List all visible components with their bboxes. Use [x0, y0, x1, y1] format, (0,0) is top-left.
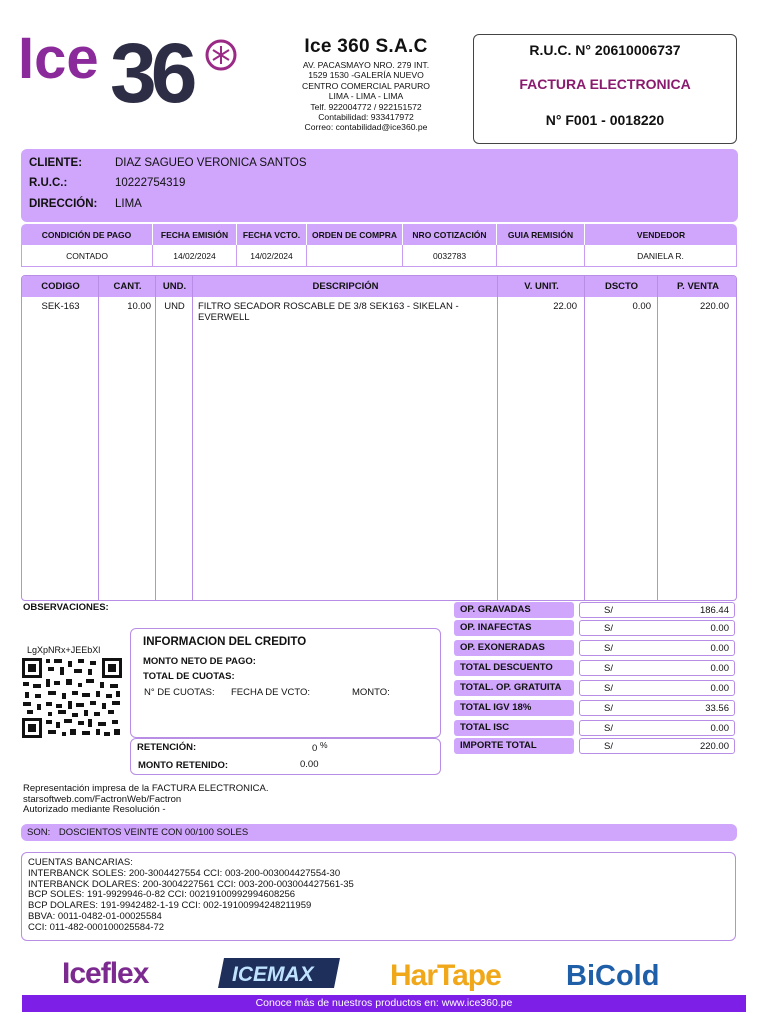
- header-due-date: FECHA VCTO.: [237, 224, 307, 245]
- issue-date: 14/02/2024: [153, 245, 237, 267]
- amount-in-words: [21, 824, 737, 841]
- column-divider: [585, 276, 658, 601]
- item-unit-value: 22.00: [553, 301, 577, 312]
- total-label: TOTAL IGV 18%: [454, 700, 574, 716]
- total-installments-label: TOTAL DE CUOTAS:: [143, 671, 235, 682]
- currency: S/: [604, 703, 613, 714]
- company-accounting-phone: Contabilidad: 933417972: [318, 112, 414, 123]
- installment-due-date-label: FECHA DE VCTO:: [231, 687, 311, 698]
- items-table: [21, 275, 737, 601]
- company-address-line: CENTRO COMERCIAL PARURO: [302, 80, 430, 91]
- header-unit-value: V. UNIT.: [524, 281, 559, 292]
- total-label: TOTAL. OP. GRATUITA: [454, 680, 574, 696]
- bank-account-line: CCI: 011-482-000100025584-72: [28, 921, 165, 933]
- hartape-logo-text: HarTape: [390, 959, 501, 991]
- total-label: OP. EXONERADAS: [454, 640, 574, 656]
- representation-note: [23, 784, 269, 816]
- icemax-logo-text: ICEMAX: [232, 963, 314, 986]
- amount-in-words-label: SON:: [27, 827, 51, 838]
- client-address-label: DIRECCIÓN:: [29, 198, 98, 210]
- item-quantity: 10.00: [127, 301, 151, 312]
- seller: DANIELA R.: [585, 245, 737, 267]
- column-divider: [156, 276, 193, 601]
- currency: S/: [604, 605, 613, 616]
- representation-line: Representación impresa de la FACTURA ELECTRONICA.: [23, 783, 269, 794]
- company-name: Ice 360 S.A.C: [304, 36, 428, 57]
- total-label: TOTAL ISC: [454, 720, 574, 736]
- document-number: N° F001 - 0018220: [545, 112, 665, 128]
- header-issue-date: FECHA EMISIÓN: [153, 224, 237, 245]
- client-row: [29, 157, 307, 169]
- footer-bar: [22, 995, 746, 1012]
- retained-amount-label: MONTO RETENIDO:: [138, 760, 229, 771]
- observations-label: OBSERVACIONES:: [23, 602, 109, 613]
- conditions-value-row: [21, 245, 737, 267]
- total-value: [579, 680, 735, 696]
- company-phone: Telf. 922004772 / 922151572: [310, 101, 422, 112]
- item-sale-price: 220.00: [699, 301, 729, 312]
- credit-info-box: [130, 628, 441, 738]
- client-block: [21, 149, 738, 222]
- client-ruc-label: R.U.C.:: [29, 177, 68, 189]
- header-payment-condition: CONDICIÓN DE PAGO: [21, 224, 153, 245]
- svg-text:Ice: Ice: [18, 26, 99, 91]
- bank-account-line: BCP SOLES: 191-9929946-0-82 CCI: 00219100992994608256: [28, 889, 296, 901]
- purchase-order: [307, 245, 403, 267]
- amount-in-words-text: DOSCIENTOS VEINTE CON 00/100 SOLES: [58, 827, 249, 838]
- column-divider: [22, 276, 99, 601]
- document-type: FACTURA ELECTRONICA: [519, 76, 691, 92]
- qr-code: [21, 657, 123, 739]
- header-quote-number: NRO COTIZACIÓN: [403, 224, 497, 245]
- conditions-header-row: [21, 224, 737, 245]
- quote-number: 0032783: [403, 245, 497, 267]
- due-date: 14/02/2024: [237, 245, 307, 267]
- footer-text: Conoce más de nuestros productos en: www.ice360.pe: [255, 997, 513, 1009]
- total-value: [579, 620, 735, 636]
- header-code: CODIGO: [41, 281, 80, 292]
- representation-url: starsoftweb.com/FactronWeb/Factron: [23, 793, 182, 805]
- item-description: FILTRO SECADOR ROSCABLE DE 3/8 SEK163 - SIKELAN - EVERWELL: [198, 301, 459, 323]
- grand-total-label: IMPORTE TOTAL: [454, 738, 574, 754]
- conditions-table: [21, 224, 737, 267]
- hartape-logo: [388, 955, 524, 991]
- total-value: [579, 700, 735, 716]
- company-address-line: LIMA - LIMA - LIMA: [328, 91, 404, 102]
- representation-line: Autorizado mediante Resolución -: [23, 804, 166, 815]
- retention-box: [130, 738, 441, 775]
- column-divider: [498, 276, 585, 601]
- installment-amount-label: MONTO:: [352, 687, 390, 698]
- net-payment-label: MONTO NETO DE PAGO:: [143, 656, 256, 667]
- item-discount: 0.00: [632, 301, 651, 312]
- retention-value: 0: [312, 743, 318, 754]
- total-label: OP. INAFECTAS: [454, 620, 574, 636]
- total-label: OP. GRAVADAS: [454, 602, 574, 618]
- amount: 0.00: [710, 643, 729, 654]
- retention-unit: %: [320, 740, 328, 750]
- column-divider: [193, 276, 498, 601]
- header-purchase-order: ORDEN DE COMPRA: [307, 224, 403, 245]
- client-address: LIMA: [115, 198, 142, 210]
- currency: S/: [604, 663, 613, 674]
- header-description: DESCRIPCIÓN: [312, 281, 379, 292]
- currency: S/: [604, 623, 613, 634]
- bank-accounts-title: CUENTAS BANCARIAS:: [28, 857, 133, 868]
- document-id-box: [473, 34, 737, 144]
- bicold-logo: [564, 955, 676, 991]
- amount: 0.00: [710, 623, 729, 634]
- header-seller: VENDEDOR: [585, 224, 737, 245]
- currency: S/: [604, 741, 613, 752]
- amount: 220.00: [699, 741, 729, 752]
- retained-amount-value: 0.00: [300, 759, 319, 770]
- amount: 0.00: [710, 683, 729, 694]
- client-address-row: [29, 198, 142, 210]
- amount: 0.00: [710, 663, 729, 674]
- svg-text:36: 36: [110, 26, 192, 110]
- credit-title: INFORMACION DEL CREDITO: [143, 636, 307, 648]
- bank-account-line: BCP DOLARES: 191-9942482-1-19 CCI: 002-19100994248211959: [28, 900, 312, 912]
- amount: 186.44: [699, 605, 729, 616]
- currency: S/: [604, 643, 613, 654]
- header-unit: UND.: [162, 281, 187, 292]
- iceflex-logo: [60, 953, 178, 991]
- header-quantity: CANT.: [113, 281, 142, 292]
- item-code: SEK-163: [41, 301, 80, 312]
- header-dispatch-guide: GUIA REMISIÓN: [497, 224, 585, 245]
- company-email: Correo: contabilidad@ice360.pe: [304, 122, 428, 133]
- company-address-line: AV. PACASMAYO NRO. 279 INT.: [302, 60, 430, 70]
- icemax-logo: [218, 956, 344, 990]
- header-sale-price: P. VENTA: [677, 281, 719, 292]
- currency: S/: [604, 723, 613, 734]
- iceflex-logo-text: Iceflex: [62, 957, 149, 990]
- total-value: [579, 602, 735, 618]
- company-info: [270, 36, 462, 133]
- total-value: [579, 720, 735, 736]
- bank-accounts: [21, 852, 736, 941]
- bank-account-line: INTERBANCK DOLARES: 200-3004227561 CCI: 003-200-003004427561-35: [28, 878, 354, 890]
- header-discount: DSCTO: [604, 281, 639, 292]
- bank-account-line: INTERBANCK SOLES: 200-3004427554 CCI: 003-200-003004427554-30: [28, 867, 341, 879]
- client-ruc: 10222754319: [115, 177, 186, 189]
- column-divider: [99, 276, 156, 601]
- ice360-logo: [18, 26, 240, 110]
- qr-hash: LgXpNRx+JEEbXl: [27, 645, 101, 655]
- payment-condition: CONTADO: [21, 245, 153, 267]
- client-name: DIAZ SAGUEO VERONICA SANTOS: [115, 157, 307, 169]
- total-value: [579, 640, 735, 656]
- ruc-number: R.U.C. N° 20610006737: [529, 42, 681, 58]
- bank-account-line: BBVA: 0011-0482-01-00025584: [28, 910, 162, 922]
- grand-total-value: [579, 738, 735, 754]
- retention-label: RETENCIÓN:: [137, 742, 197, 753]
- client-label: CLIENTE:: [29, 157, 83, 169]
- amount: 33.56: [705, 703, 729, 714]
- total-value: [579, 660, 735, 676]
- currency: S/: [604, 683, 613, 694]
- installments-count-label: N° DE CUOTAS:: [144, 687, 215, 698]
- dispatch-guide: [497, 245, 585, 267]
- bicold-logo-text: BiCold: [566, 960, 660, 991]
- item-unit: UND: [164, 301, 185, 312]
- total-label: TOTAL DESCUENTO: [454, 660, 574, 676]
- client-ruc-row: [29, 177, 185, 189]
- amount: 0.00: [710, 723, 729, 734]
- company-address-line: 1529 1530 -GALERÍA NUEVO: [308, 70, 424, 81]
